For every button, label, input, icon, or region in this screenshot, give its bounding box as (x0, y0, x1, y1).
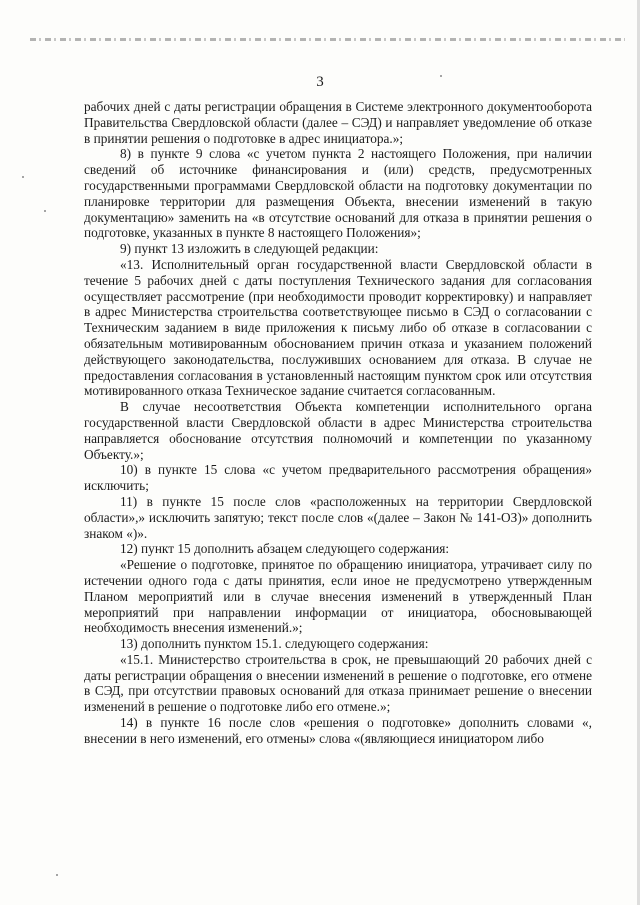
document-body (84, 99, 592, 747)
paragraph-1: рабочих дней с даты регистрации обращения в Системе электронного документооборота Правительства Свердловской области (далее – СЭД) и направляет уведомление об отказе в принятии решения о подготовке в адрес инициатора.»; (84, 99, 592, 146)
scan-speck (56, 874, 58, 876)
paragraph-7: 11) в пункте 15 после слов «расположенных на территории Свердловской области»,» исключить запятую; текст после слов «(далее – Закон № 141-ОЗ)» дополнить знаком «)». (84, 493, 592, 541)
paragraph-11: «15.1. Министерство строительства в срок, не превышающий 20 рабочих дней с даты регистрации обращения о внесении изменений в решение о подготовке, его отмене в СЭД, при отсутствии правовых оснований для отказа принимает решение о внесении изменений в решение о подготовке либо его отмене.»; (84, 651, 592, 715)
paragraph-2: 8) в пункте 9 слова «с учетом пункта 2 настоящего Положения, при наличии сведений об источнике финансирования и (или) средств, предусмотренных государственными программами Свердловской области на подготовку документации по планировке территории для размещения Объекта, внесении изменений в такую документацию» заменить на «в отсутствие оснований для отказа в принятии решения о подготовке, указанных в пункте 8 настоящего Положения»; (84, 146, 592, 241)
scan-artifact-top (30, 38, 625, 41)
paragraph-8: 12) пункт 15 дополнить абзацем следующего содержания: (120, 541, 450, 557)
paragraph-10: 13) дополнить пунктом 15.1. следующего содержания: (120, 636, 429, 652)
paragraph-5: В случае несоответствия Объекта компетенции исполнительного органа государственной власти Свердловской области в адрес Министерства строительства направляется обоснование отсутствия полномочий и компетенции по указанному Объекту.»; (84, 399, 592, 462)
scan-speck (44, 210, 46, 212)
scan-speck (22, 176, 24, 178)
paragraph-3: 9) пункт 13 изложить в следующей редакции: (120, 241, 379, 257)
paragraph-12: 14) в пункте 16 после слов «решения о подготовке» дополнить словами «, внесении в него изменений, его отмены» слова «(являющиеся инициатором либо (84, 715, 592, 746)
page-number: 3 (316, 74, 324, 90)
paragraph-6: 10) в пункте 15 слова «с учетом предварительного рассмотрения обращения» исключить; (84, 462, 592, 494)
paragraph-4: «13. Исполнительный орган государственной власти Свердловской области в течение 5 рабочих дней с даты поступления Технического задания для согласования осуществляет рассмотрение (при необходимости проводит корректировку) и направляет в адрес Министерства строительства соответствующее письмо в СЭД о согласовании с Техническим заданием в виде приложения к письму либо об отказе в согласовании с обязательным мотивированным обоснованием причин отказа и указанием положений действующего законодательства, послуживших основанием для отказа. В случае не предоставления согласования в установленный настоящим пунктом срок или отсутствия мотивированного отказа Техническое задание считается согласованным. (84, 256, 592, 399)
paragraph-9: «Решение о подготовке, принятое по обращению инициатора, утрачивает силу по истечении одного года с даты принятия, если иное не предусмотрено утвержденным Планом мероприятий или в случае внесения изменений в утвержденный План мероприятий при направлении информации от инициатора, обосновывающей необходимость внесения изменений.»; (84, 557, 592, 636)
